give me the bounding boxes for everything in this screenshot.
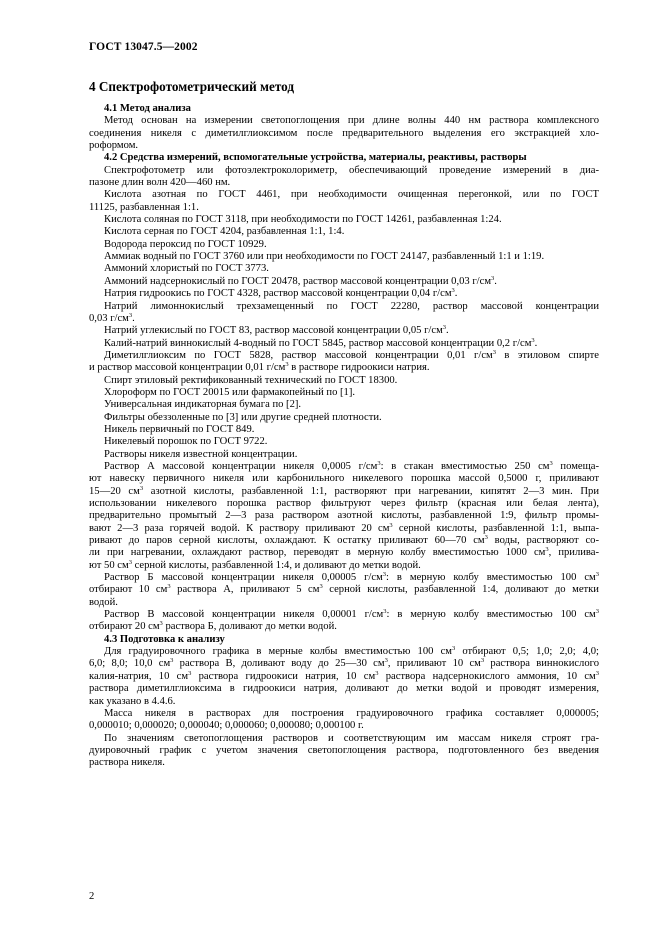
text-run: 4.3 Подготовка к анализу <box>104 633 225 645</box>
text-run: Аммоний хлористый по ГОСТ 3773. <box>104 263 269 275</box>
text-run: Спектрофотометр или фотоэлектроколориметр, обеспечивающий проведение измерений в диа- <box>104 164 599 176</box>
text-line <box>89 757 599 769</box>
text-run: Водорода пероксид по ГОСТ 10929. <box>104 238 267 250</box>
text-line <box>89 597 599 609</box>
superscript: 3 <box>545 546 549 554</box>
text-run: Диметилглиоксим по ГОСТ 5828, раствор массовой концентрации 0,01 г/см <box>104 349 493 361</box>
text-run: 0,000010; 0,000020; 0,000040; 0,000060; 0,000080; 0,000100 г. <box>89 720 364 732</box>
text-run: дуировочный график с учетом значения светопоглощения раствора, подготовленного без введения <box>89 744 599 756</box>
text-run: Фильтры обеззоленные по [3] или другие средней плотности. <box>104 411 382 423</box>
text-run: 4.1 Метод анализа <box>104 103 191 114</box>
text-line <box>89 301 599 313</box>
text-run: ривают до паров серной кислоты, охлаждают. К остатку приливают 60—70 см <box>89 535 485 547</box>
text-line <box>89 325 599 337</box>
text-run: отбирают 10 см <box>89 584 168 596</box>
superscript: 3 <box>139 484 144 492</box>
text-line <box>89 683 599 695</box>
text-run: раствора никеля. <box>89 757 165 769</box>
text-run: Хлороформ по ГОСТ 20015 или фармакопейный по [1]. <box>104 386 356 398</box>
text-line <box>89 720 599 732</box>
text-line <box>89 189 599 201</box>
superscript: 3 <box>128 558 132 566</box>
text-run: раствора диметилглиоксима в гидроокиси натрия, доливают до метки водой и проводят измерения, <box>89 683 599 695</box>
superscript: 3 <box>491 274 495 282</box>
text-line <box>89 424 599 436</box>
text-line <box>89 486 599 498</box>
text-run: Аммиак водный по ГОСТ 3760 или при необходимости по ГОСТ 24147, разбавленный 1:1 и 1:19. <box>104 251 545 263</box>
superscript: 3 <box>595 608 599 616</box>
text-line <box>89 658 599 670</box>
text-run: Метод основан на измерении светопоглощения при длине волны 440 нм раствора комплексного <box>104 115 599 127</box>
text-run: отбирают 20 см <box>89 621 160 633</box>
text-run: . <box>534 337 538 349</box>
text-run: вают 2—3 раза горячей водой. К раствору приливают 20 см <box>89 522 390 534</box>
text-run: Для градуировочного графика в мерные колбы вместимостью 100 см <box>104 646 452 658</box>
text-run: как указано в 4.4.6. <box>89 695 176 707</box>
text-run: ли при нагревании, охлаждают раствор, переводят в мерную колбу вместимостью 1000 см <box>89 547 546 559</box>
text-line <box>89 362 599 374</box>
text-line <box>89 449 599 461</box>
text-run: . <box>446 325 449 337</box>
text-run: ют навеску первичного никеля или карбонильного никелевого порошка массой 0,5000 г, приливают <box>89 473 599 485</box>
text-line <box>89 572 599 584</box>
superscript: 3 <box>382 571 387 579</box>
text-run: раствора надсернокислого аммония, 10 см <box>378 670 596 682</box>
text-run: Кислота соляная по ГОСТ 3118, при необходимости по ГОСТ 14261, разбавленная 1:24. <box>104 214 502 226</box>
text-line <box>89 498 599 510</box>
text-run: пазоне длин волн 420—460 нм. <box>89 177 231 189</box>
text-line <box>89 251 599 263</box>
text-line <box>89 387 599 399</box>
text-line <box>89 239 599 251</box>
text-line <box>89 745 599 757</box>
text-line <box>89 646 599 658</box>
text-run: калия-натрия, 10 см <box>89 670 189 682</box>
superscript: 3 <box>170 657 174 665</box>
text-run: Спирт этиловый ректификованный технический по ГОСТ 18300. <box>104 374 398 386</box>
text-line <box>89 733 599 745</box>
text-line <box>89 338 599 350</box>
text-run: помеща- <box>552 460 599 472</box>
text-run: По значениям светопоглощения растворов и соответствующим им массам никеля строят гра- <box>104 732 599 744</box>
text-line <box>89 708 599 720</box>
text-run: 0,03 г/см <box>89 312 129 324</box>
text-run: Натрий углекислый по ГОСТ 83, раствор массовой концентрации 0,05 г/см <box>104 325 443 337</box>
superscript: 3 <box>531 336 535 344</box>
text-line <box>89 535 599 547</box>
text-line <box>89 276 599 288</box>
text-line <box>89 226 599 238</box>
text-run: использовании никелевого порошка раствор фильтруют через фильтр (красная или белая лента), <box>89 498 599 509</box>
text-run: Раствор В массовой концентрации никеля 0,00001 г/см <box>104 609 384 621</box>
text-run: Раствор А массовой концентрации никеля 0,0005 г/см <box>104 460 378 472</box>
text-line <box>89 436 599 448</box>
text-line <box>89 510 599 522</box>
superscript: 3 <box>389 521 393 529</box>
text-run: . <box>454 288 458 300</box>
text-line <box>89 202 599 214</box>
text-line <box>89 584 599 596</box>
text-line <box>89 177 599 189</box>
superscript: 3 <box>167 583 171 591</box>
text-run: серной кислоты, разбавленной 1:4, доливают до метки <box>322 584 599 596</box>
text-run: раствора виннокислого <box>484 658 600 670</box>
text-run: раствора гидроокиси натрия, 10 см <box>191 670 376 682</box>
superscript: 3 <box>188 669 192 677</box>
text-run: 6,0; 8,0; 10,0 см <box>89 658 171 670</box>
text-line <box>89 621 599 633</box>
superscript: 3 <box>384 657 388 665</box>
text-run: раствора Б, доливают до метки водой. <box>162 621 337 633</box>
text-line <box>89 671 599 683</box>
superscript: 3 <box>377 459 381 467</box>
section-title: 4 Спектрофотометрический метод <box>89 79 295 94</box>
text-run: Калий-натрий виннокислый 4-водный по ГОСТ 5845, раствор массовой концентрации 0,2 г/см <box>104 337 532 349</box>
text-run: серной кислоты, разбавленной 1:1, выпа- <box>392 522 600 534</box>
text-line <box>89 313 599 325</box>
text-run: в этиловом спирте <box>496 349 599 361</box>
superscript: 3 <box>319 583 323 591</box>
text-line <box>89 165 599 177</box>
text-run: Аммоний надсернокислый по ГОСТ 20478, раствор массовой концентрации 0,03 г/см <box>104 275 492 287</box>
text-run: предварительно промытый 2—3 раза раствором азотной кислоты, разбавленной 1:9, фильтр промы- <box>89 510 599 522</box>
text-run: : в мерную колбу вместимостью 100 см <box>386 572 596 584</box>
text-line <box>89 696 599 708</box>
text-line <box>89 473 599 485</box>
page-number: 2 <box>89 891 95 902</box>
superscript: 3 <box>549 459 553 467</box>
text-run: Масса никеля в растворах для построения градуировочного графика составляет 0,000005; <box>104 707 599 719</box>
text-run: воды, растворяют со- <box>487 535 599 547</box>
text-line <box>89 128 599 140</box>
superscript: 3 <box>451 645 456 653</box>
subsection-heading <box>89 152 599 164</box>
superscript: 3 <box>159 620 163 628</box>
text-run: 15—20 см <box>89 485 140 497</box>
document-header: ГОСТ 13047.5—2002 <box>89 41 198 53</box>
text-line <box>89 288 599 300</box>
text-run: Натрий лимоннокислый трехзамещенный по ГОСТ 22280, раствор массовой концентрации <box>104 300 599 312</box>
text-run: серной кислоты, разбавленной 1:4, и доливают до метки водой. <box>131 559 421 571</box>
document-body <box>89 103 599 770</box>
text-run: : в мерную колбу вместимостью 100 см <box>386 609 596 621</box>
superscript: 3 <box>480 657 485 665</box>
superscript: 3 <box>128 311 133 319</box>
superscript: 3 <box>492 348 496 356</box>
text-run: , прилива- <box>548 547 600 559</box>
text-run: Кислота серная по ГОСТ 4204, разбавленная 1:1, 1:4. <box>104 226 345 238</box>
text-run: соединения никеля с диметилглиоксимом после предварительного выделения его экстракцией хло- <box>89 127 599 139</box>
text-line <box>89 560 599 572</box>
text-run: Кислота азотная по ГОСТ 4461, при необходимости очищенная перегонкой, или по ГОСТ <box>104 189 599 201</box>
superscript: 3 <box>285 361 289 369</box>
text-run: 4.2 Средства измерений, вспомогательные устройства, материалы, реактивы, растворы <box>104 152 527 164</box>
text-line <box>89 523 599 535</box>
superscript: 3 <box>484 534 488 542</box>
text-run: : в стакан вместимостью 250 см <box>380 460 550 472</box>
text-line <box>89 412 599 424</box>
text-line <box>89 214 599 226</box>
text-run: роформом. <box>89 140 139 152</box>
text-line <box>89 263 599 275</box>
subsection-heading <box>89 103 599 115</box>
text-run: . <box>494 275 497 287</box>
text-run: Натрия гидроокись по ГОСТ 4328, раствор массовой концентрации 0,04 г/см <box>104 288 452 300</box>
text-run: , приливают 10 см <box>387 658 481 670</box>
text-line <box>89 140 599 152</box>
text-run: Универсальная индикаторная бумага по [2]. <box>104 399 302 411</box>
text-line <box>89 375 599 387</box>
text-run: Растворы никеля известной концентрации. <box>104 448 298 460</box>
text-run: отбирают 0,5; 1,0; 2,0; 4,0; <box>455 646 599 658</box>
subsection-heading <box>89 634 599 646</box>
superscript: 3 <box>451 287 455 295</box>
superscript: 3 <box>595 669 600 677</box>
text-run: водой. <box>89 596 118 608</box>
text-run: ют 50 см <box>89 559 129 571</box>
superscript: 3 <box>383 608 387 616</box>
text-run: Раствор Б массовой концентрации никеля 0,00005 г/см <box>104 572 383 584</box>
text-run: в растворе гидроокиси натрия. <box>288 362 430 374</box>
text-line <box>89 461 599 473</box>
text-line <box>89 115 599 127</box>
text-run: 11125, разбавленная 1:1. <box>89 201 199 213</box>
text-run: и раствор массовой концентрации 0,01 г/см <box>89 362 286 374</box>
superscript: 3 <box>595 571 599 579</box>
text-run: раствора А, приливают 5 см <box>170 584 320 596</box>
text-line <box>89 399 599 411</box>
text-run: азотной кислоты, разбавленной 1:1, растворяют при нагревании, кипятят 2—3 мин. При <box>143 485 599 497</box>
text-run: раствора В, доливают воду до 25—30 см <box>173 658 385 670</box>
text-run: Никелевый порошок по ГОСТ 9722. <box>104 436 268 448</box>
text-line <box>89 547 599 559</box>
text-run: . <box>132 312 135 324</box>
superscript: 3 <box>375 669 379 677</box>
text-line <box>89 609 599 621</box>
text-line <box>89 350 599 362</box>
text-run: Никель первичный по ГОСТ 849. <box>104 423 255 435</box>
superscript: 3 <box>442 324 447 332</box>
